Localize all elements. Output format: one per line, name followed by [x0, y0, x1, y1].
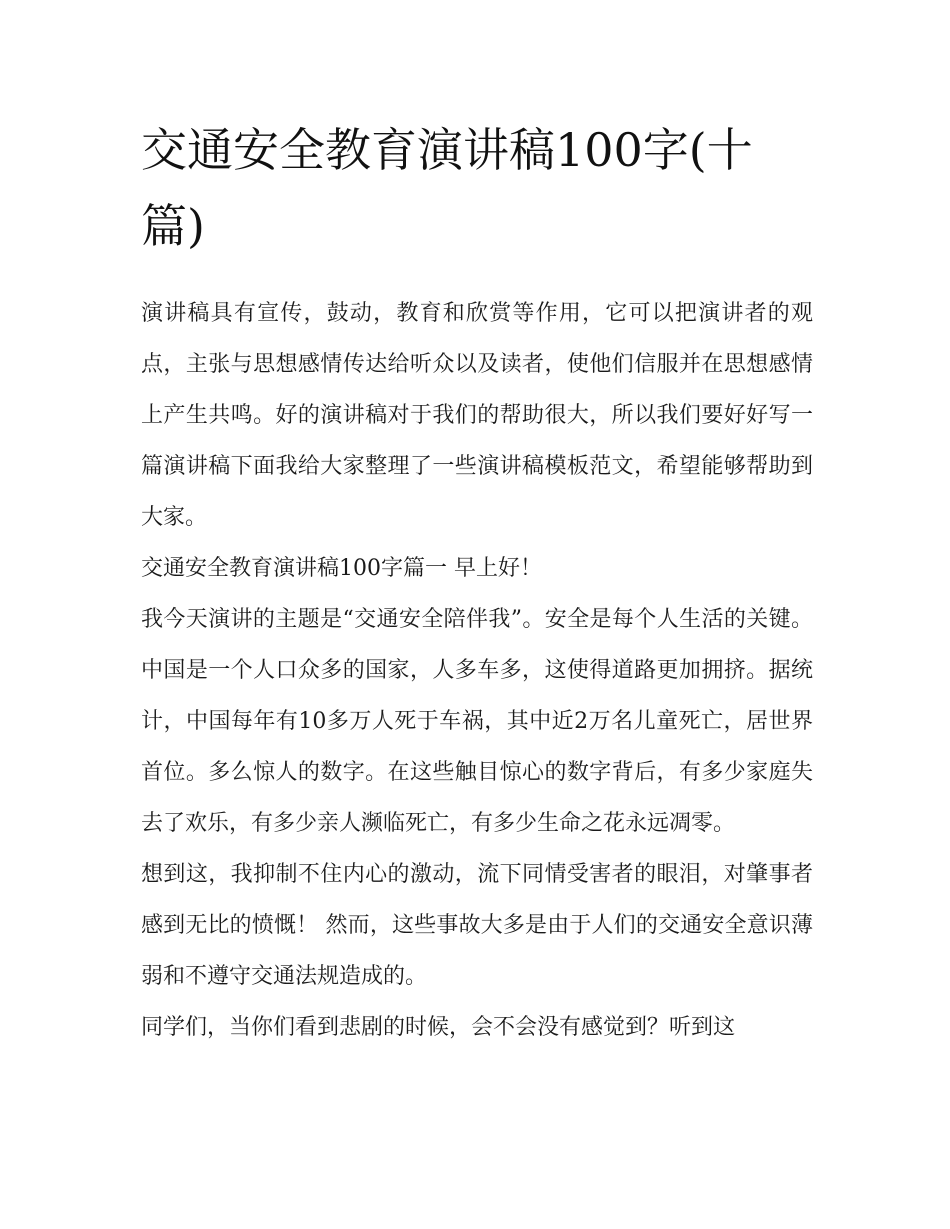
- document-title: 交通安全教育演讲稿100字(十篇): [141, 123, 753, 253]
- speech-paragraph: 同学们，当你们看到悲剧的时候，会不会没有感觉到？听到这: [141, 1015, 736, 1040]
- intro-paragraph: 演讲稿具有宣传，鼓动，教育和欣赏等作用，它可以把演讲者的观点，主张与思想感情传达给听众以及读者，使他们信服并在思想感情上产生共鸣。好的演讲稿对于我们的帮助很大，所以我们要好好写一篇演讲稿下面我给大家整理了一些演讲稿模板范文，希望能够帮助到大家。: [141, 301, 813, 530]
- speech-paragraph: 我今天演讲的主题是“交通安全陪伴我”。安全是每个人生活的关键。中国是一个人口众多的国家，人多车多，这使得道路更加拥挤。据统计，中国每年有10多万人死于车祸，其中近2万名儿童死亡，居世界首位。多么惊人的数字。在这些触目惊心的数字背后，有多少家庭失去了欢乐，有多少亲人濒临死亡，有多少生命之花永远凋零。: [141, 607, 813, 836]
- document-body: [141, 288, 813, 1053]
- document-content: [141, 112, 813, 1053]
- section-heading-paragraph: 交通安全教育演讲稿100字篇一 早上好！: [141, 556, 542, 581]
- speech-paragraph: 想到这，我抑制不住内心的激动，流下同情受害者的眼泪，对肇事者感到无比的愤慨！ 然而，这些事故大多是由于人们的交通安全意识薄弱和不遵守交通法规造成的。: [141, 862, 813, 989]
